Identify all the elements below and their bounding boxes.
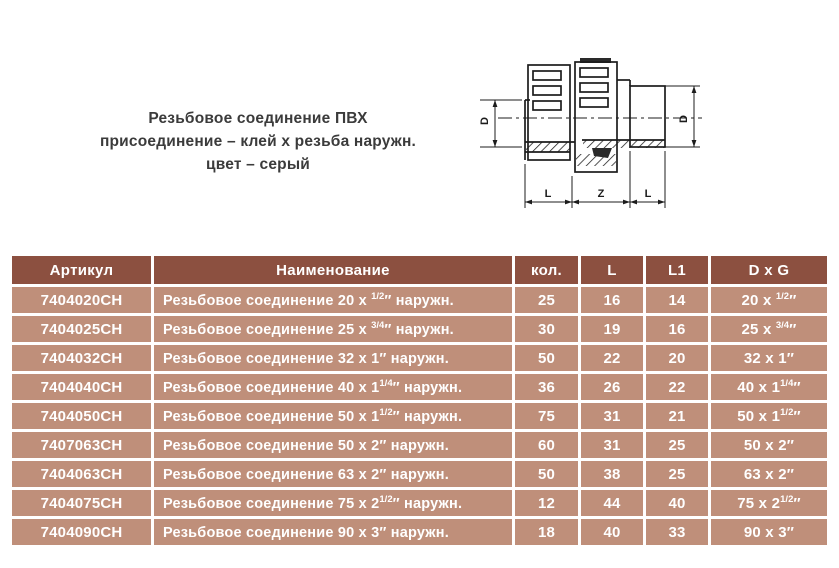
table-row [12, 432, 827, 458]
dxg-cell: 20 x $^{1/2}$″ [711, 287, 827, 313]
qty-cell: 25 [515, 287, 578, 313]
article-cell: 7404075CH [12, 490, 151, 516]
qty-cell: 75 [515, 403, 578, 429]
table-row [12, 490, 827, 516]
article-cell: 7404050CH [12, 403, 151, 429]
name-cell: Резьбовое соединение 63 x 2″ наружн. [154, 461, 512, 487]
dxg-cell: 50 x $1^{1/2}''$ [711, 403, 827, 429]
l1-cell: 16 [646, 316, 708, 342]
l-cell: 16 [581, 287, 643, 313]
column-header-l1: L1 [646, 256, 708, 284]
table-row [12, 519, 827, 545]
l1-cell: 22 [646, 374, 708, 400]
article-cell: 7404063CH [12, 461, 151, 487]
qty-cell: 12 [515, 490, 578, 516]
dimension-label-d-left: D [479, 117, 491, 125]
column-header-name: Наименование [154, 256, 512, 284]
table-header-row [12, 256, 827, 284]
column-header-l: L [581, 256, 643, 284]
product-title-line3: цвет – серый [206, 156, 310, 173]
dimension-label-d-right: D [678, 115, 690, 123]
qty-cell: 60 [515, 432, 578, 458]
l1-cell: 33 [646, 519, 708, 545]
product-title-line2: присоединение – клей x резьба наружн. [99, 133, 417, 150]
name-cell: Резьбовое соединение 25 x $^{3/4}$″ наружн. [154, 316, 512, 342]
l1-cell: 25 [646, 461, 708, 487]
table-row [12, 316, 827, 342]
l-cell: 44 [581, 490, 643, 516]
article-cell: 7404090CH [12, 519, 151, 545]
dxg-cell: 90 x 3″ [711, 519, 827, 545]
name-cell: Резьбовое соединение 50 x $1^{1/2}''$ наружн. [154, 403, 512, 429]
l-cell: 38 [581, 461, 643, 487]
table-row [12, 345, 827, 371]
l1-cell: 21 [646, 403, 708, 429]
article-cell: 7404020CH [12, 287, 151, 313]
hatch-socket-wall [526, 142, 570, 152]
l-cell: 40 [581, 519, 643, 545]
product-title [58, 107, 458, 176]
dimension-label-l-right: L [644, 188, 652, 200]
qty-cell: 50 [515, 345, 578, 371]
name-cell: Резьбовое соединение 20 x $^{1/2}$″ наружн. [154, 287, 512, 313]
dimension-label-l-left: L [544, 188, 552, 200]
l-cell: 26 [581, 374, 643, 400]
l-cell: 31 [581, 403, 643, 429]
table-row [12, 374, 827, 400]
table-row [12, 461, 827, 487]
dxg-cell: 40 x $1^{1/4}''$ [711, 374, 827, 400]
column-header-dxg: D x G [711, 256, 827, 284]
article-cell: 7407063CH [12, 432, 151, 458]
qty-cell: 30 [515, 316, 578, 342]
article-cell: 7404025CH [12, 316, 151, 342]
name-cell: Резьбовое соединение 75 x $2^{1/2}''$ наружн. [154, 490, 512, 516]
qty-cell: 18 [515, 519, 578, 545]
l1-cell: 20 [646, 345, 708, 371]
dxg-cell: 25 x $^{3/4}$″ [711, 316, 827, 342]
dxg-cell: 63 x 2″ [711, 461, 827, 487]
column-header-article: Артикул [12, 256, 151, 284]
l1-cell: 25 [646, 432, 708, 458]
name-cell: Резьбовое соединение 40 x $1^{1/4}''$ наружн. [154, 374, 512, 400]
dxg-cell: 75 x $2^{1/2}''$ [711, 490, 827, 516]
dxg-cell: 32 x 1″ [711, 345, 827, 371]
column-header-qty: кол. [515, 256, 578, 284]
article-cell: 7404032CH [12, 345, 151, 371]
l-cell: 22 [581, 345, 643, 371]
technical-drawing [462, 18, 722, 230]
l1-cell: 40 [646, 490, 708, 516]
qty-cell: 36 [515, 374, 578, 400]
table-row [12, 403, 827, 429]
l-cell: 19 [581, 316, 643, 342]
name-cell: Резьбовое соединение 50 x 2″ наружн. [154, 432, 512, 458]
qty-cell: 50 [515, 461, 578, 487]
name-cell: Резьбовое соединение 32 x 1″ наружн. [154, 345, 512, 371]
name-cell: Резьбовое соединение 90 x 3″ наружн. [154, 519, 512, 545]
product-title-line1: Резьбовое соединение ПВХ [148, 110, 368, 127]
l1-cell: 14 [646, 287, 708, 313]
hatch-spigot-wall [583, 140, 665, 148]
dimension-label-z: Z [597, 188, 605, 200]
dxg-cell: 50 x 2″ [711, 432, 827, 458]
table-row [12, 287, 827, 313]
l-cell: 31 [581, 432, 643, 458]
article-cell: 7404040CH [12, 374, 151, 400]
product-table [9, 253, 830, 548]
